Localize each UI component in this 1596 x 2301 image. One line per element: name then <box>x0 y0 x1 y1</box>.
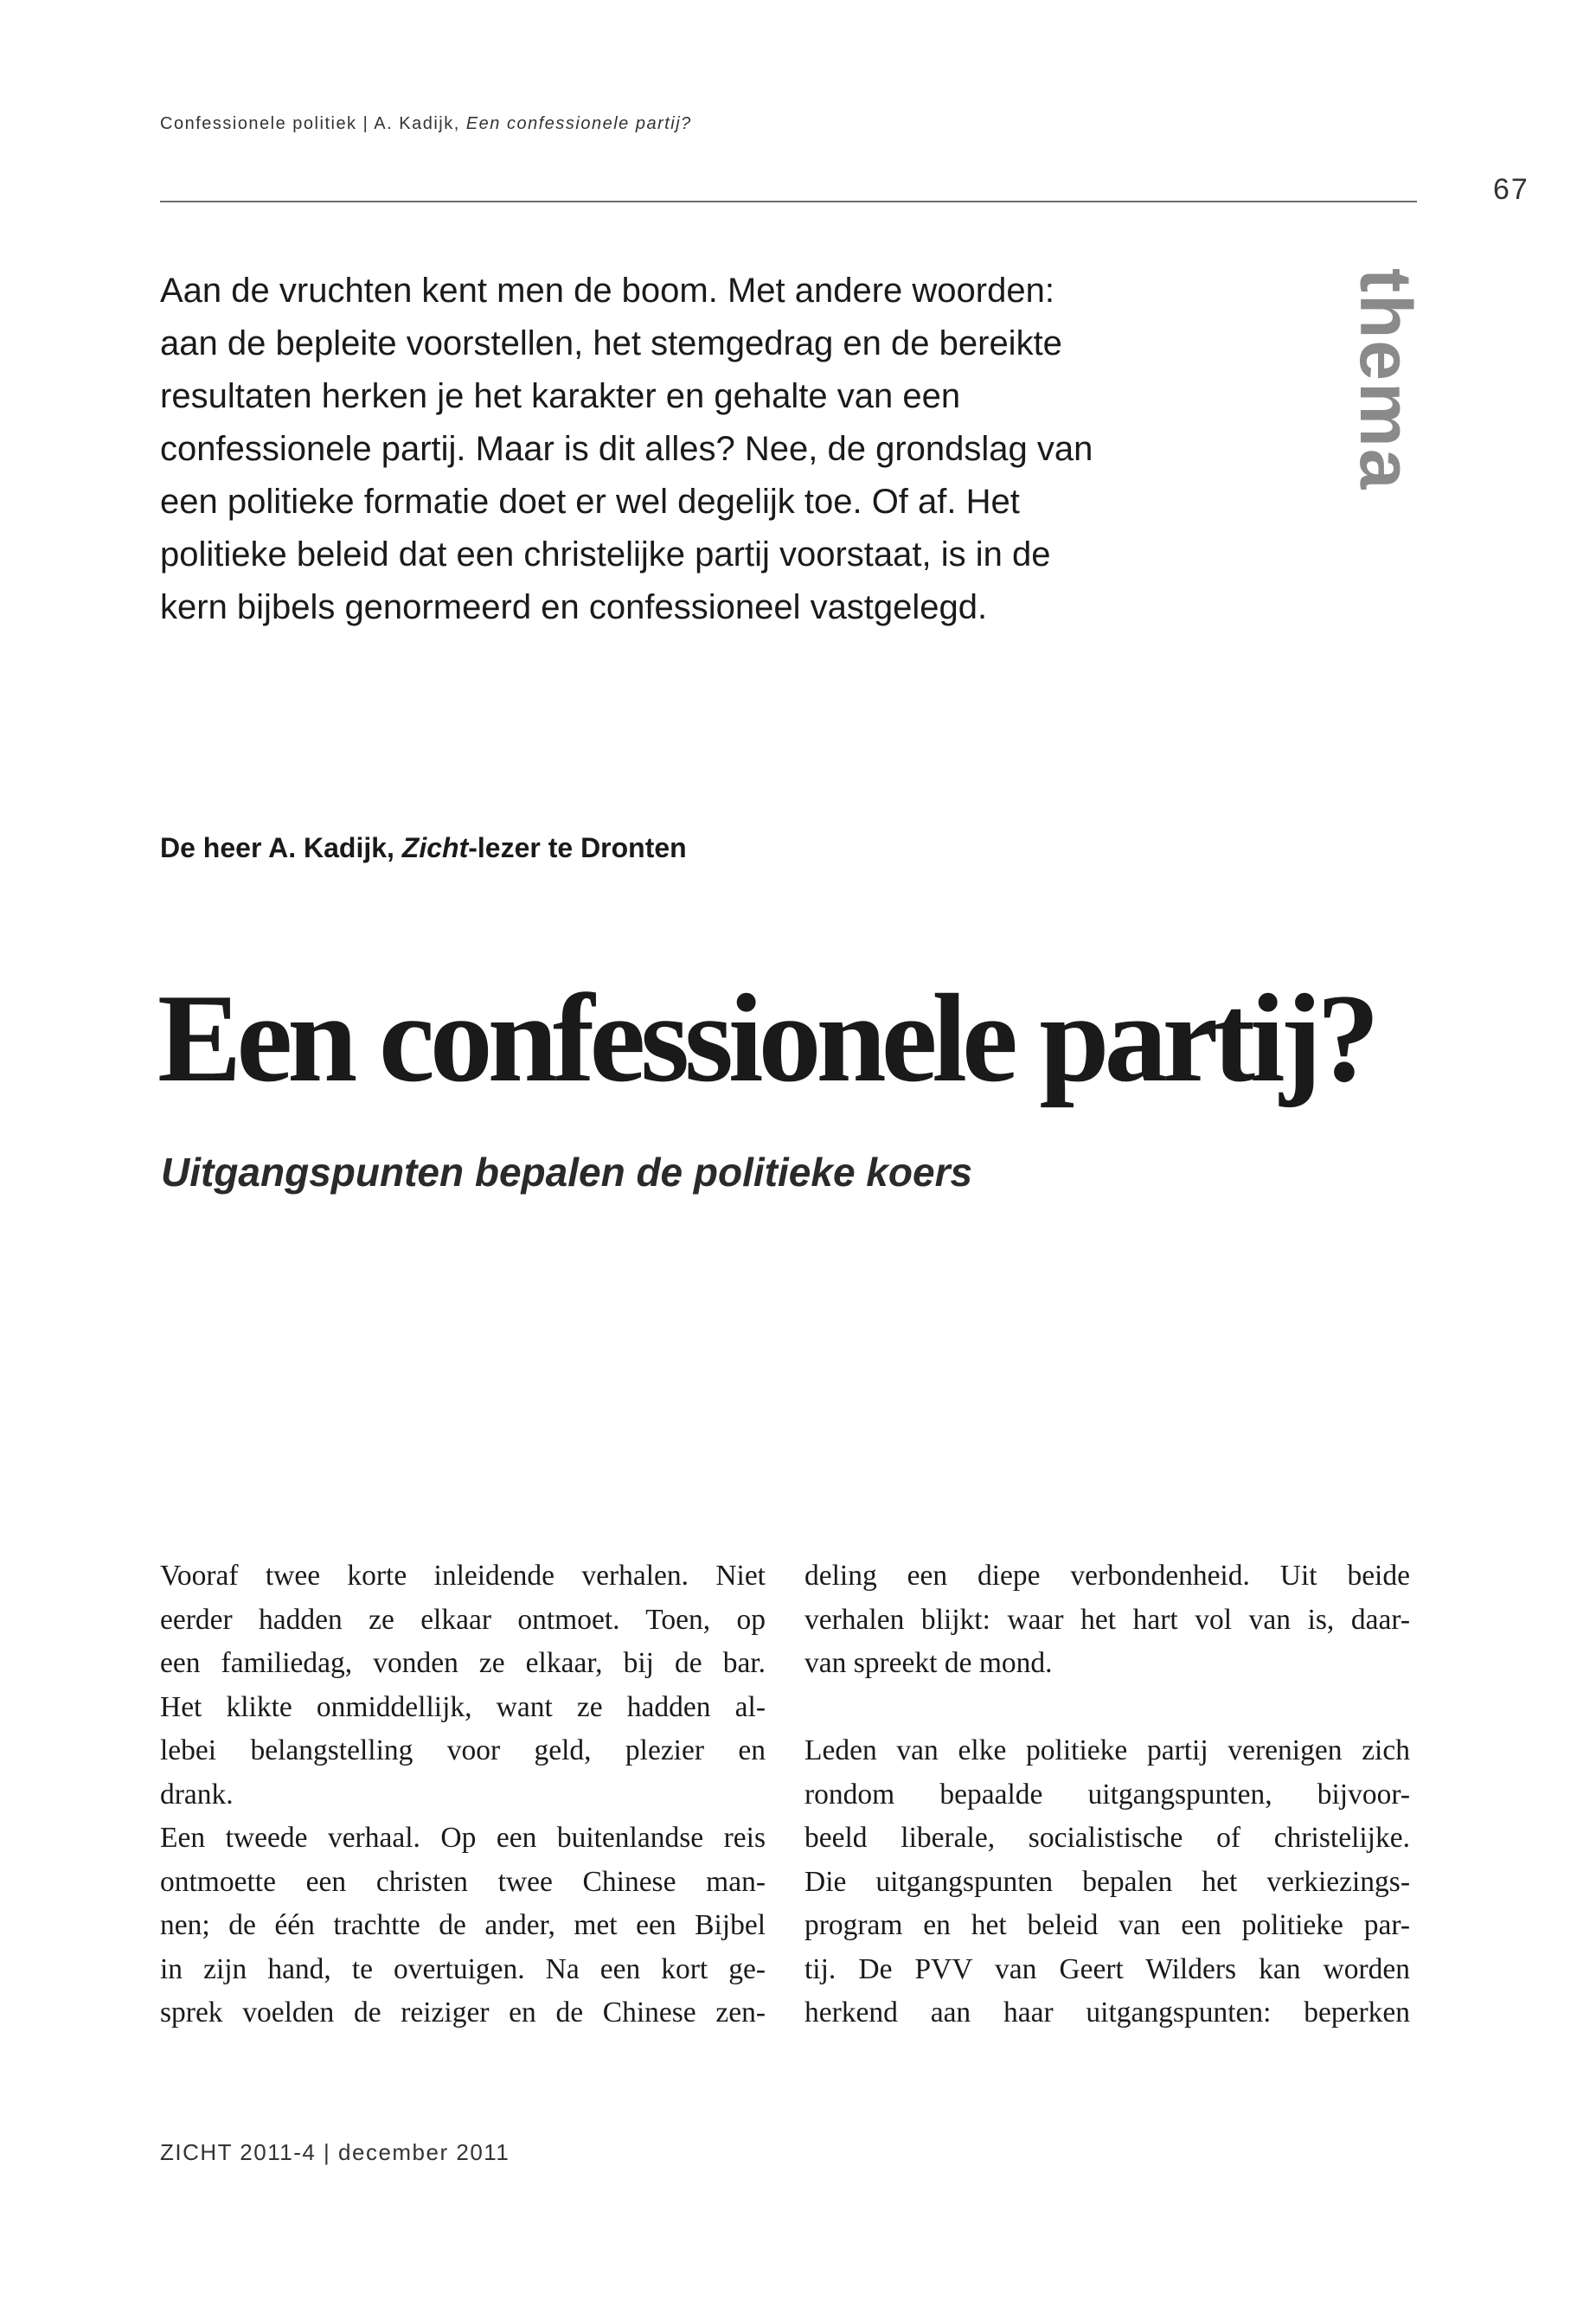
body-line: een familiedag, vonden ze elkaar, bij de bar. <box>160 1647 766 1679</box>
body-line: ontmoette een christen twee Chinese man- <box>160 1865 766 1898</box>
body-line: Een tweede verhaal. Op een buitenlandse reis <box>160 1822 766 1854</box>
body-line: van spreekt de mond. <box>804 1647 1053 1679</box>
section-label: thema <box>1345 268 1426 491</box>
paragraph-gap <box>804 1686 1410 1730</box>
running-head-section: Confessionele politiek <box>160 114 357 133</box>
page-footer: ZICHT 2011-4 | december 2011 <box>160 2139 510 2165</box>
running-head-article: Een confessionele partij? <box>465 114 692 133</box>
body-line: herkend aan haar uitgangspunten: beperken <box>804 1997 1410 2029</box>
body-line: beeld liberale, socialistische of christelijke. <box>804 1822 1410 1854</box>
body-line: tij. De PVV van Geert Wilders kan worden <box>804 1952 1410 1985</box>
body-line: in zijn hand, te overtuigen. Na een kort ge- <box>160 1952 766 1985</box>
running-head-author: A. Kadijk, <box>374 114 460 133</box>
body-line: nen; de één trachtte de ander, met een Bijbel <box>160 1909 766 1941</box>
body-line: lebei belangstelling voor geld, plezier en <box>160 1734 766 1766</box>
body-line: rondom bepaalde uitgangspunten, bijvoor- <box>804 1778 1410 1811</box>
article-title: Een confessionele partij? <box>157 968 1375 1108</box>
body-line: Het klikte onmiddellijk, want ze hadden al- <box>160 1690 766 1723</box>
body-line: deling een diepe verbondenheid. Uit beide <box>804 1560 1410 1592</box>
body-line: sprek voelden de reiziger en de Chinese zen- <box>160 1997 766 2029</box>
running-head-separator: | <box>362 114 369 133</box>
body-line: eerder hadden ze elkaar ontmoet. Toen, op <box>160 1603 766 1636</box>
byline-magazine: Zicht <box>401 832 469 863</box>
byline-location: -lezer te Dronten <box>468 832 687 863</box>
body-column-left <box>160 1554 766 2035</box>
body-line: Die uitgangspunten bepalen het verkiezings- <box>804 1865 1410 1898</box>
running-head <box>160 114 692 134</box>
body-line: drank. <box>160 1778 234 1811</box>
article-subtitle: Uitgangspunten bepalen de politieke koers <box>161 1150 973 1195</box>
body-column-right <box>804 1554 1410 2035</box>
intro-paragraph: Aan de vruchten kent men de boom. Met andere woorden: aan de bepleite voorstellen, het stemgedrag en de bereikte resultaten herken je het karakter en gehalte van een confessionele partij. Maar is dit alles? Nee, de grondslag van een politieke formatie doet er wel degelijk toe. Of af. Het politieke beleid dat een christelijke partij voorstaat, is in de kern bijbels genormeerd en confessioneel vastgelegd. <box>160 272 1093 626</box>
byline <box>160 832 687 864</box>
body-line: Leden van elke politieke partij verenigen zich <box>804 1734 1410 1766</box>
header-rule <box>160 201 1417 202</box>
byline-author: De heer A. Kadijk, <box>160 832 394 863</box>
body-line: program en het beleid van een politieke par- <box>804 1909 1410 1941</box>
body-line: Vooraf twee korte inleidende verhalen. Niet <box>160 1560 766 1592</box>
body-line: verhalen blijkt: waar het hart vol van is, daar- <box>804 1603 1410 1636</box>
page-number: 67 <box>1493 173 1529 206</box>
